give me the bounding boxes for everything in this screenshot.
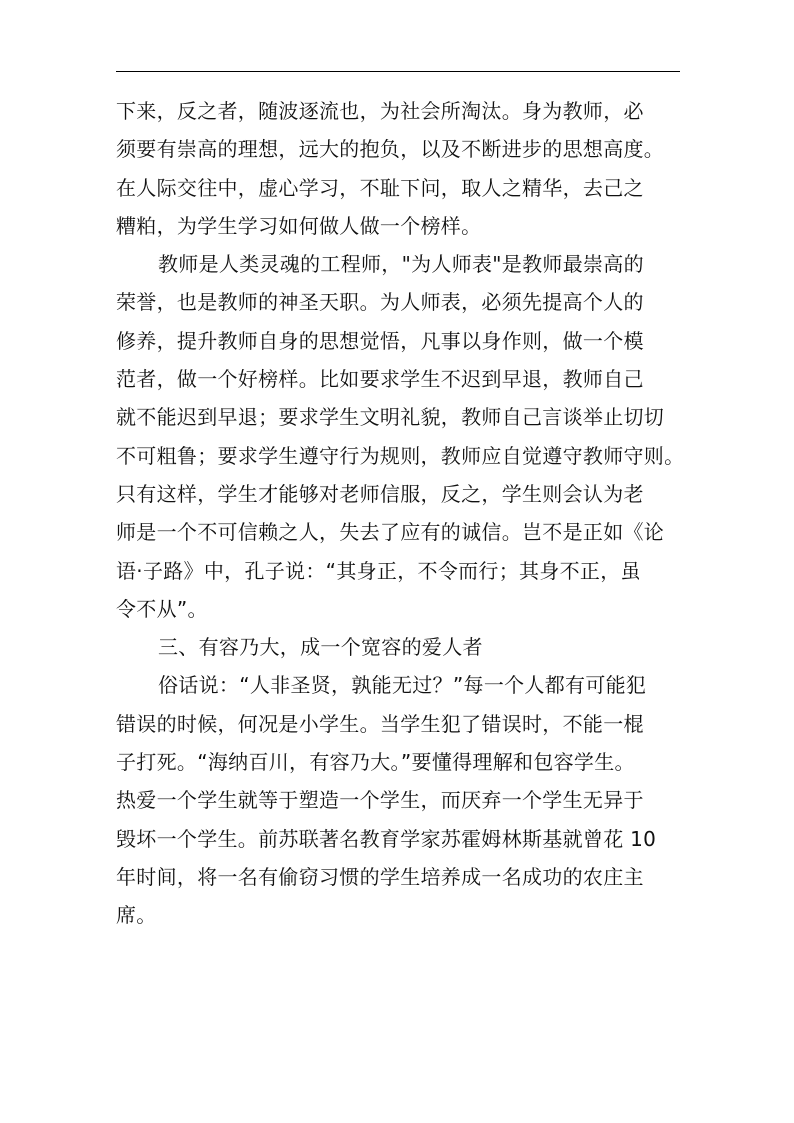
text-line: 子打死。“海纳百川，有容乃大。”要懂得理解和包容学生。 bbox=[116, 750, 635, 775]
text-line: 荣誉，也是教师的神圣天职。为人师表，必须先提高个人的 bbox=[116, 290, 644, 315]
text-line: 毁坏一个学生。前苏联著名教育学家苏霍姆林斯基就曾花 10 bbox=[116, 826, 657, 851]
document-body bbox=[116, 92, 696, 935]
text-line: 只有这样，学生才能够对老师信服，反之，学生则会认为老 bbox=[116, 481, 644, 506]
section-heading: 三、有容乃大，成一个宽容的爱人者 bbox=[158, 635, 483, 660]
text-line: 下来，反之者，随波逐流也，为社会所淘汰。身为教师，必 bbox=[116, 99, 644, 123]
paragraph-first-line: 俗话说：“人非圣贤，孰能无过？”每一个人都有可能犯 bbox=[158, 673, 647, 698]
text-line: 糟粕，为学生学习如何做人做一个榜样。 bbox=[116, 213, 482, 238]
paragraph-first-line: 教师是人类灵魂的工程师，"为人师表"是教师最崇高的 bbox=[158, 252, 644, 277]
text-line: 令不从”。 bbox=[116, 596, 208, 621]
text-line: 不可粗鲁；要求学生遵守行为规则，教师应自觉遵守教师守则。 bbox=[116, 443, 685, 468]
text-line: 在人际交往中，虚心学习，不耻下问，取人之精华，去己之 bbox=[116, 175, 644, 200]
text-line: 就不能迟到早退；要求学生文明礼貌，教师自己言谈举止切切 bbox=[116, 405, 665, 430]
text-line: 席。 bbox=[116, 903, 157, 928]
text-line: 修养，提升教师自身的思想觉悟，凡事以身作则，做一个模 bbox=[116, 328, 644, 353]
text-line: 须要有崇高的理想，远大的抱负，以及不断进步的思想高度。 bbox=[116, 137, 665, 162]
text-line: 年时间，将一名有偷窃习惯的学生培养成一名成功的农庄主 bbox=[116, 864, 644, 889]
text-line: 语·子路》中，孔子说：“其身正，不令而行；其身不正，虽 bbox=[116, 558, 641, 583]
text-line: 错误的时候，何况是小学生。当学生犯了错误时，不能一棍 bbox=[116, 711, 644, 736]
text-line: 范者，做一个好榜样。比如要求学生不迟到早退，教师自己 bbox=[116, 367, 644, 392]
text-line: 师是一个不可信赖之人，失去了应有的诚信。岂不是正如《论 bbox=[116, 520, 665, 545]
header-rule bbox=[116, 71, 680, 72]
text-line: 热爱一个学生就等于塑造一个学生，而厌弃一个学生无异于 bbox=[116, 788, 644, 813]
